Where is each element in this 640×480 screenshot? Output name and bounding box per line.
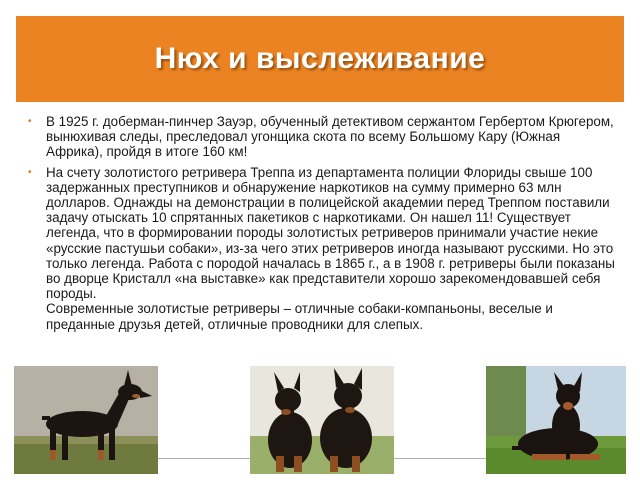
doberman-pair-photo — [250, 366, 394, 474]
doberman-photo-right — [486, 366, 626, 474]
bullet-text-2: На счету золотистого ретривера Треппа из департамента полиции Флориды свыше 100 задержанных преступников и обнаружение наркотиков на сумму примерно 63 млн долларов. Однажды на демонстрации в полицейской академии перед Треппом поставили задачу отыскать 10 спрятанных пакетиков с наркотиками. Он нашел 11! Существует легенда, что в формировании породы золотистых ретриверов принимали участие некие «русские пастушьи собаки», из-за чего этих ретриверов иногда называют русскими. Но это только легенда. Работа с породой началась в 1865 г., а в 1908 г. ретриверы были показаны во дворце Кристалл «на выставке» как представители хорошо зарекомендовавшей себя породы. — [46, 164, 615, 302]
bullet-dot-icon: • — [28, 166, 32, 178]
divider-line-right — [394, 458, 486, 459]
doberman-photo-left — [14, 366, 158, 474]
slide-title: Нюх и выслеживание — [154, 42, 486, 75]
slide-content — [26, 114, 616, 337]
bullet-dot-icon: • — [28, 116, 32, 127]
bullet-list — [26, 114, 616, 332]
divider-line-left — [158, 458, 250, 459]
bullet-text-2-extra: Современные золотистые ретриверы – отличные собаки-компаньоны, веселые и преданные друзья детей, отличные проводники для слепых. — [46, 301, 553, 332]
bullet-item-2 — [26, 165, 616, 332]
bullet-text-1: В 1925 г. доберман-пинчер Зауэр, обученный детективом сержантом Гербертом Крюгером, вынюхивая следы, преследовал угонщика скота по всему Большому Кару (Южная Африка), пройдя в итоге 160 км! — [46, 114, 614, 160]
title-banner — [16, 16, 624, 102]
bullet-item-1 — [26, 114, 616, 160]
